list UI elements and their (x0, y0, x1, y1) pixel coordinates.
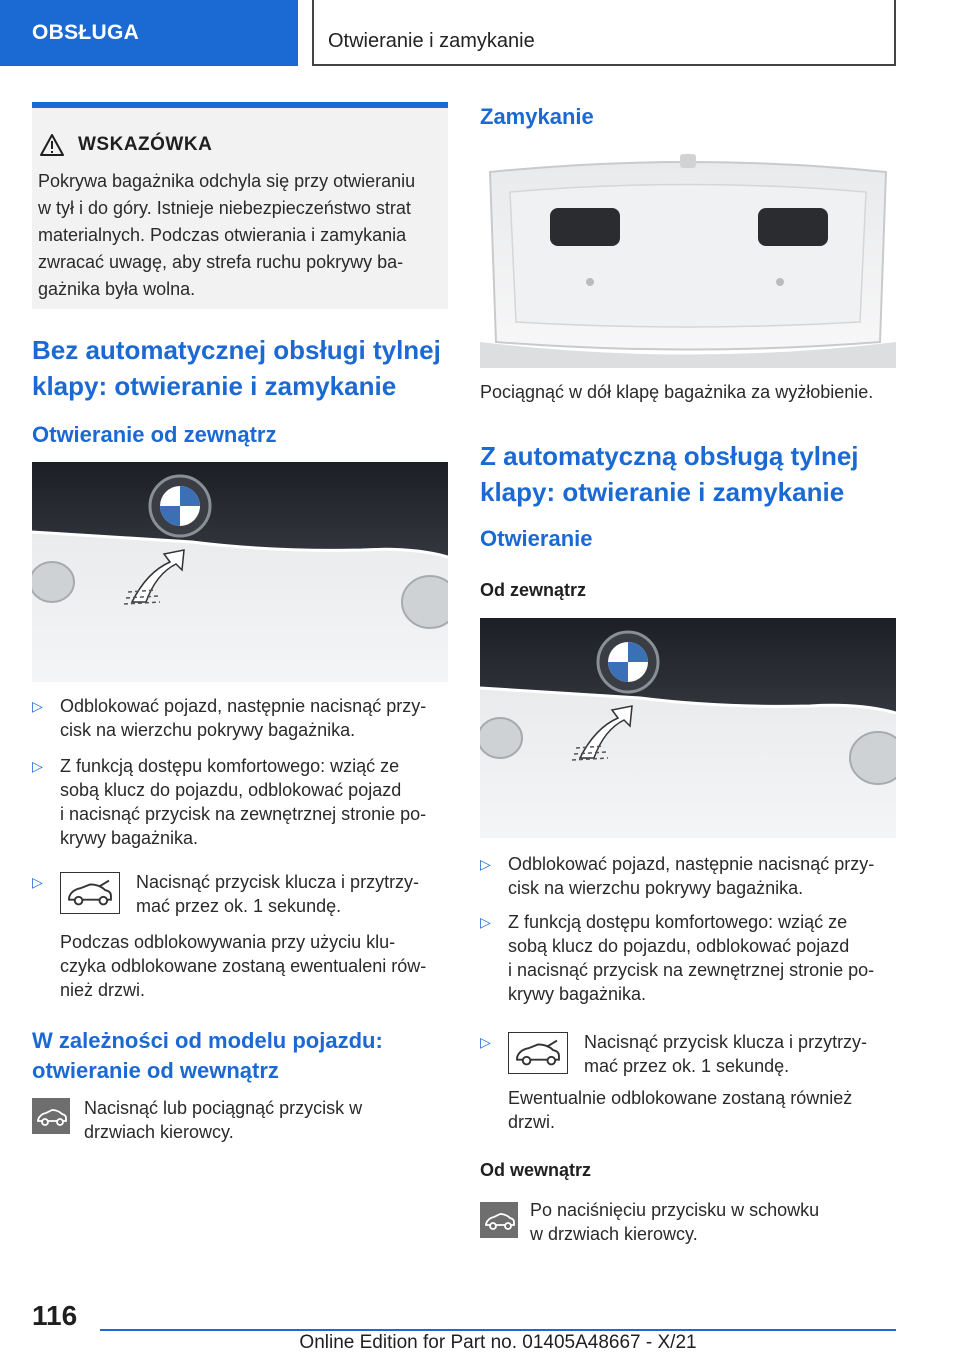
bullet-triangle-icon: ▷ (32, 758, 43, 774)
header-title-box (312, 0, 896, 66)
bullet-triangle-icon: ▷ (480, 1034, 491, 1050)
warning-line: w tył i do góry. Istnieje niebezpieczeństwo strat (38, 198, 411, 218)
car-key-trunk-icon (508, 1032, 568, 1074)
section-tab (0, 0, 298, 66)
warning-line: materialnych. Podczas otwierania i zamykania (38, 225, 407, 245)
heading-model-dependent: W zależności od modelu pojazdu: otwieranie od wewnątrz (32, 1028, 383, 1083)
bullet-triangle-icon: ▷ (32, 698, 43, 714)
warning-title: WSKAZÓWKA (78, 134, 213, 155)
inside-instruction: Po naciśnięciu przycisku w schowku w drzwiach kierowcy. (530, 1200, 820, 1244)
footer-edition: Online Edition for Part no. 01405A48667 - X/21 (299, 1332, 697, 1353)
warning-text (38, 168, 442, 303)
subheading-open-outside: Otwieranie od zewnątrz (32, 422, 277, 447)
list-item: ▷ Z funkcją dostępu komfortowego: wziąć ze sobą klucz do pojazdu, odblokować pojazd i nacisnąć przycisk na zewnętrznej stronie po- krywy bagażnika. (480, 912, 875, 1004)
key-instruction: Nacisnąć przycisk klucza i przytrzy- mać przez ok. 1 sekundę. (136, 872, 420, 916)
key-note: Ewentualnie odblokowane zostaną również drzwi. (508, 1088, 853, 1132)
warning-line: Pokrywa bagażnika odchyla się przy otwieraniu (38, 171, 416, 191)
heading-closing: Zamykanie (480, 104, 594, 129)
bullet-triangle-icon: ▷ (32, 874, 43, 890)
warning-line: zwracać uwagę, aby strefa ruchu pokrywy ba- (38, 252, 404, 272)
list-item: ▷ Odblokować pojazd, następnie nacisnąć przy- cisk na wierzchu pokrywy bagażnika. (480, 854, 875, 898)
label-outside: Od zewnątrz (480, 580, 587, 600)
trunk-lid-inside-photo (480, 152, 896, 368)
heading-auto-tailgate: Z automatyczną obsługą tylnej klapy: otwieranie i zamykanie (480, 441, 859, 507)
warning-line: gażnika była wolna. (38, 279, 196, 299)
bullet-triangle-icon: ▷ (480, 856, 491, 872)
trunk-button-photo-2 (480, 618, 896, 838)
closing-caption: Pociągnąć w dół klapę bagażnika za wyżłobienie. (480, 382, 874, 402)
key-note: Podczas odblokowywania przy użyciu klu- czyka odblokowane zostaną ewentualeni rów- nież drzwi. (60, 932, 427, 1000)
key-instruction: Nacisnąć przycisk klucza i przytrzy- mać przez ok. 1 sekundę. (584, 1032, 868, 1076)
warning-header (40, 134, 212, 156)
bullet-triangle-icon: ▷ (480, 914, 491, 930)
warning-box (32, 102, 448, 309)
inside-instruction: Nacisnąć lub pociągnąć przycisk w drzwiach kierowcy. (84, 1098, 363, 1142)
footer-divider (100, 1329, 896, 1331)
list-item: ▷ Z funkcją dostępu komfortowego: wziąć ze sobą klucz do pojazdu, odblokować pojazd i nacisnąć przycisk na zewnętrznej stronie po- krywy bagażnika. (32, 756, 427, 848)
car-key-trunk-icon (60, 872, 120, 914)
page-number: 116 (32, 1300, 78, 1331)
trunk-button-photo (32, 462, 448, 682)
warning-triangle-icon (40, 134, 64, 156)
door-trunk-button-icon (32, 1098, 70, 1134)
subheading-opening: Otwieranie (480, 526, 593, 551)
list-item: ▷ Odblokować pojazd, następnie nacisnąć przy- cisk na wierzchu pokrywy bagażnika. (32, 696, 427, 740)
section-label: OBSŁUGA (32, 21, 140, 44)
glovebox-trunk-button-icon (480, 1202, 518, 1238)
label-inside: Od wewnątrz (480, 1160, 592, 1180)
heading-manual-tailgate: Bez automatycznej obsługi tylnej klapy: otwieranie i zamykanie (32, 335, 441, 401)
page-title: Otwieranie i zamykanie (328, 30, 535, 52)
